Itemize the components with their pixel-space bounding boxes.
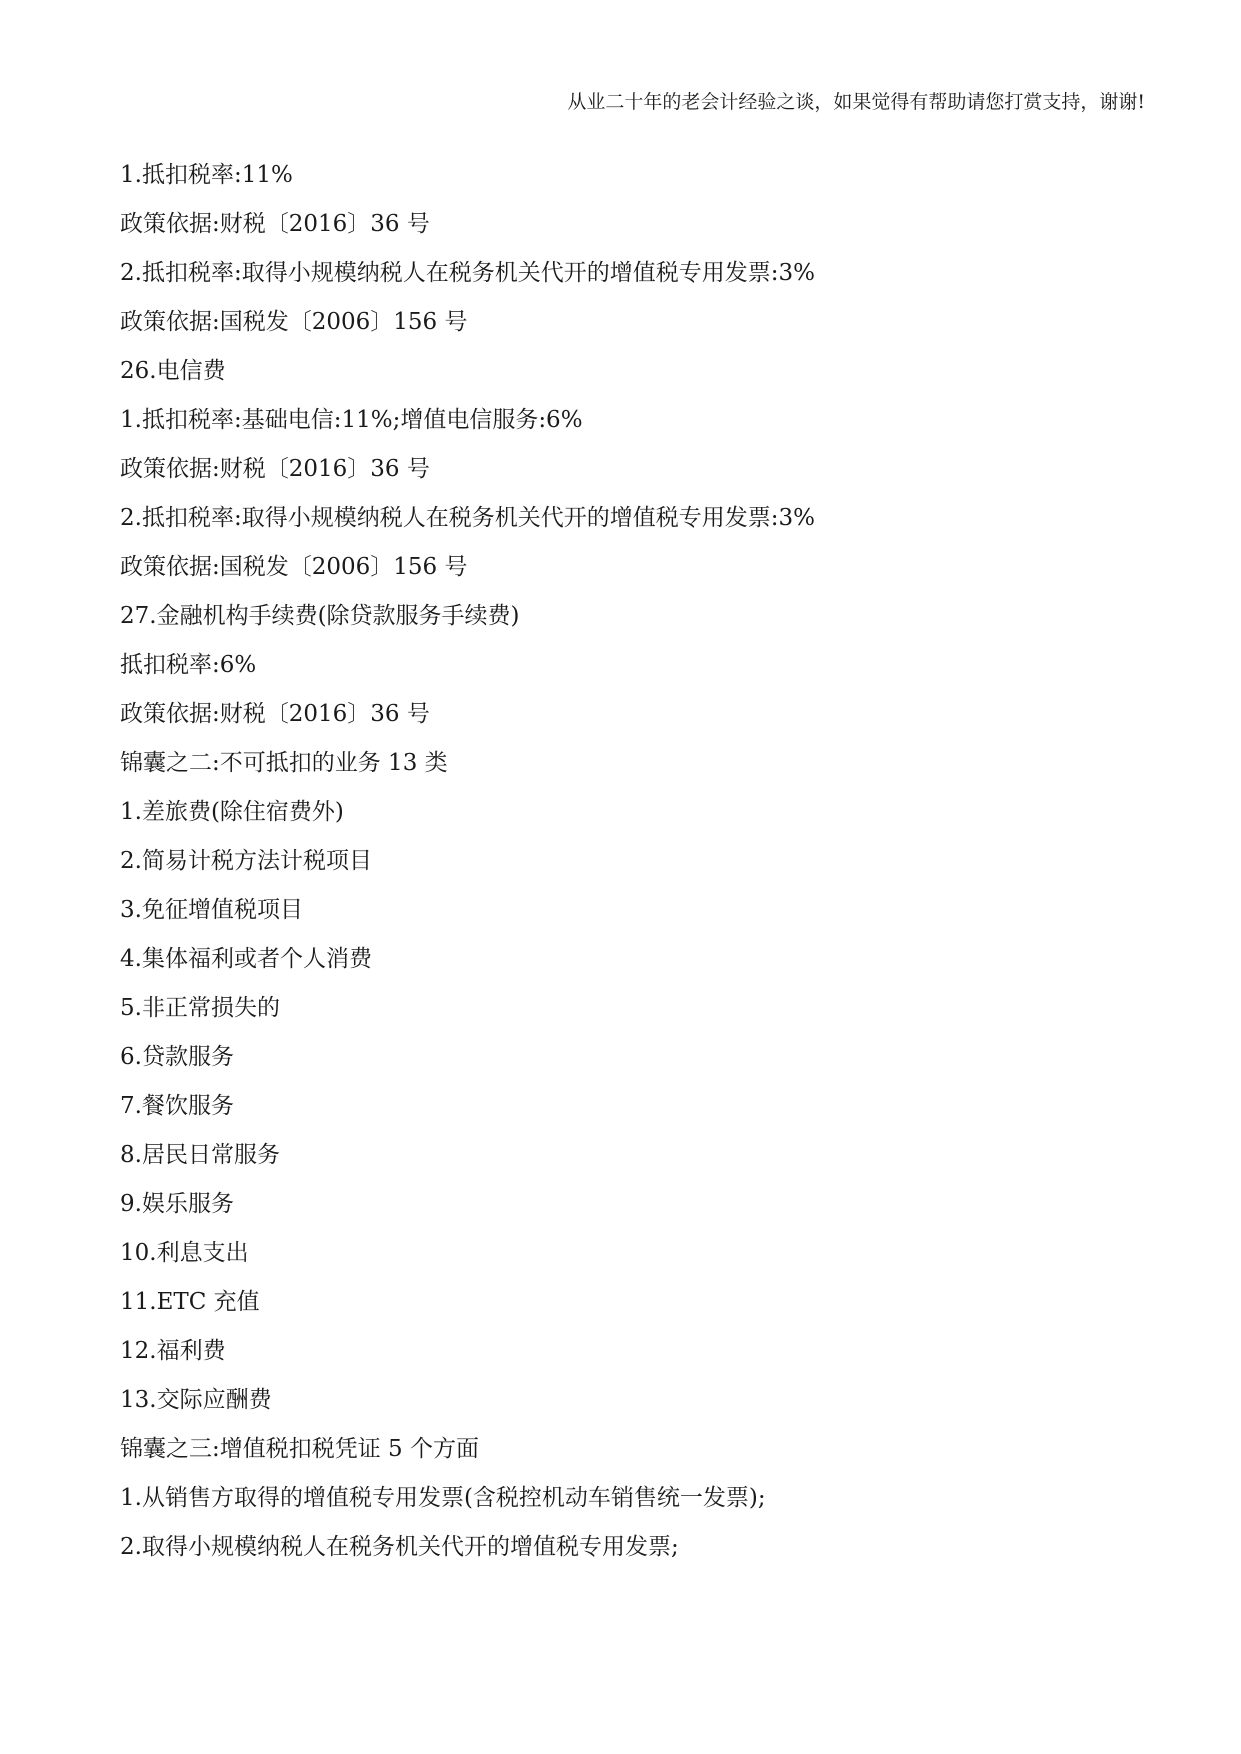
text-line: 政策依据:财税〔2016〕36 号 xyxy=(120,456,430,482)
text-line: 1.抵扣税率:基础电信:11%;增值电信服务:6% xyxy=(120,407,583,433)
list-item: 3.免征增值税项目 xyxy=(120,897,303,923)
list-item: 2.简易计税方法计税项目 xyxy=(120,848,372,874)
list-item: 8.居民日常服务 xyxy=(120,1142,280,1168)
list-item: 4.集体福利或者个人消费 xyxy=(120,946,372,972)
text-line: 政策依据:财税〔2016〕36 号 xyxy=(120,701,430,727)
list-item: 1.差旅费(除住宿费外) xyxy=(120,799,344,825)
text-line: 1.抵扣税率:11% xyxy=(120,162,293,188)
document-body xyxy=(120,160,1140,1581)
text-line: 政策依据:国税发〔2006〕156 号 xyxy=(120,309,468,335)
list-item: 1.从销售方取得的增值税专用发票(含税控机动车销售统一发票); xyxy=(120,1485,766,1511)
list-item: 9.娱乐服务 xyxy=(120,1191,234,1217)
list-item: 13.交际应酬费 xyxy=(120,1387,272,1413)
section-heading: 锦囊之二:不可抵扣的业务 13 类 xyxy=(120,750,448,776)
section-heading: 27.金融机构手续费(除贷款服务手续费) xyxy=(120,603,520,629)
section-heading: 26.电信费 xyxy=(120,358,226,384)
list-item: 5.非正常损失的 xyxy=(120,995,280,1021)
text-line: 政策依据:财税〔2016〕36 号 xyxy=(120,211,430,237)
header-note: 从业二十年的老会计经验之谈，如果觉得有帮助请您打赏支持，谢谢! xyxy=(567,91,1145,113)
list-item: 12.福利费 xyxy=(120,1338,226,1364)
text-line: 抵扣税率:6% xyxy=(120,652,257,678)
list-item: 7.餐饮服务 xyxy=(120,1093,234,1119)
list-item: 10.利息支出 xyxy=(120,1240,249,1266)
section-heading: 锦囊之三:增值税扣税凭证 5 个方面 xyxy=(120,1436,480,1462)
text-line: 2.抵扣税率:取得小规模纳税人在税务机关代开的增值税专用发票:3% xyxy=(120,505,815,531)
text-line: 政策依据:国税发〔2006〕156 号 xyxy=(120,554,468,580)
text-line: 2.抵扣税率:取得小规模纳税人在税务机关代开的增值税专用发票:3% xyxy=(120,260,815,286)
list-item: 2.取得小规模纳税人在税务机关代开的增值税专用发票; xyxy=(120,1534,679,1560)
list-item: 6.贷款服务 xyxy=(120,1044,234,1070)
list-item: 11.ETC 充值 xyxy=(120,1289,260,1315)
